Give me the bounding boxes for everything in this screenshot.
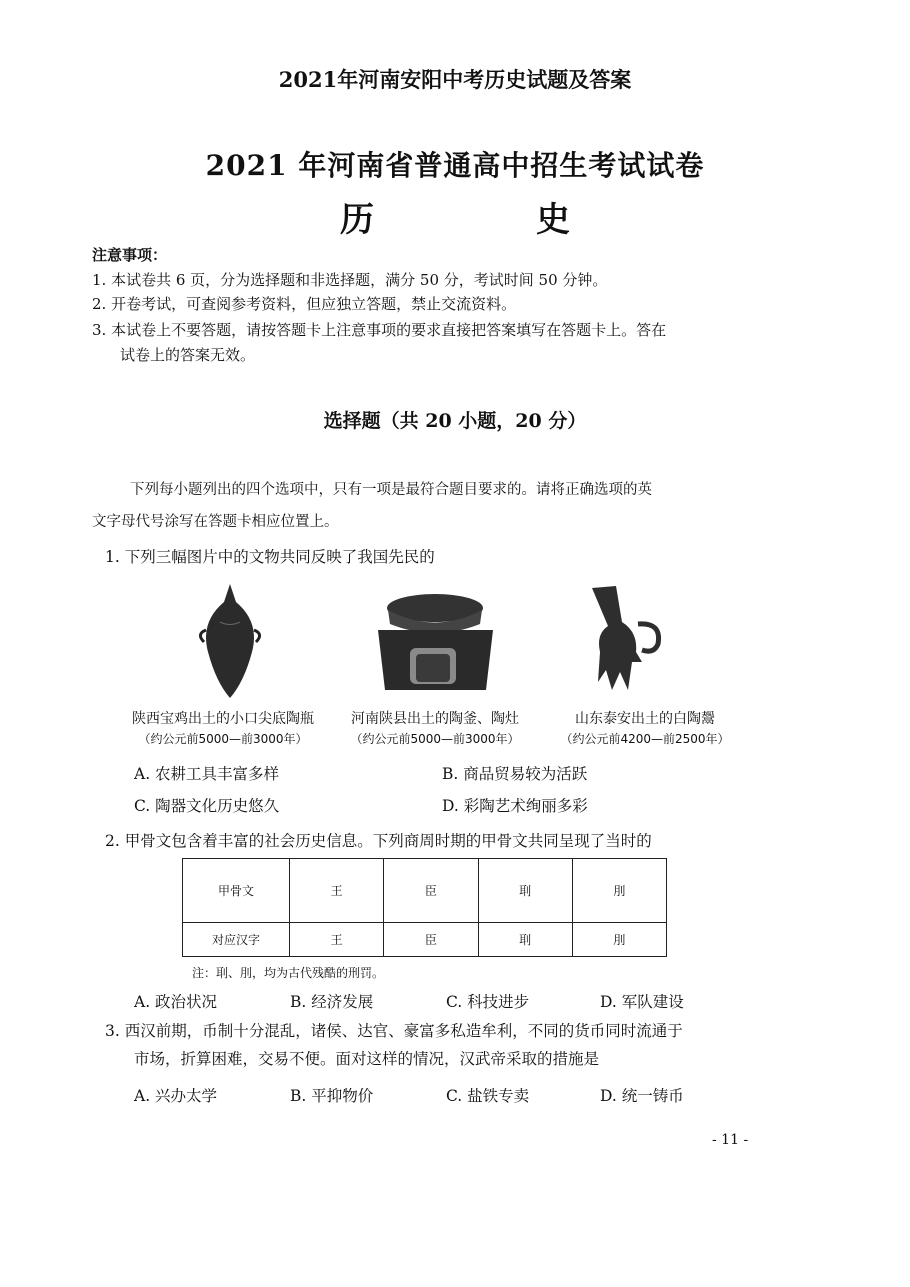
subject-char-2: 史 (536, 200, 570, 240)
modern-char-2: 臣 (384, 923, 478, 957)
notice-item-1: 1. 本试卷共 6 页，分为选择题和非选择题，满分 50 分，考试时间 50 分钟。 (92, 271, 608, 289)
modern-char-1: 王 (290, 923, 384, 957)
image-caption-3 (540, 708, 750, 747)
q1-option-b[interactable]: B. 商品贸易较为活跃 (442, 765, 588, 783)
question-3-stem-line-2: 市场，折算困难，交易不便。面对这样的情况，汉武帝采取的措施是 (134, 1050, 600, 1068)
notice-item-3-cont: 试卷上的答案无效。 (120, 346, 256, 364)
caption-3-date: （约公元前4200—前2500年） (560, 732, 730, 746)
row-label-oracle: 甲骨文 (183, 859, 290, 923)
q1-option-c[interactable]: C. 陶器文化历史悠久 (134, 797, 280, 815)
caption-1-date: （约公元前5000—前3000年） (138, 732, 308, 746)
instructions-line-2: 文字母代号涂写在答题卡相应位置上。 (92, 514, 339, 530)
caption-2-date: （约公元前5000—前3000年） (350, 732, 520, 746)
q3-option-c[interactable]: C. 盐铁专卖 (446, 1087, 530, 1105)
image-caption-2 (330, 708, 540, 747)
image-caption-1 (118, 708, 328, 747)
caption-3-title: 山东泰安出土的白陶鬶 (575, 711, 715, 727)
white-pottery-gui-icon (582, 582, 672, 694)
caption-2-title: 河南陕县出土的陶釜、陶灶 (351, 711, 519, 727)
q2-option-d[interactable]: D. 军队建设 (600, 993, 684, 1011)
notice-heading: 注意事项： (92, 246, 168, 264)
question-2-stem: 2. 甲骨文包含着丰富的社会历史信息。下列商周时期的甲骨文共同呈现了当时的 (105, 832, 652, 850)
row-label-modern: 对应汉字 (183, 923, 290, 957)
notice-item-3: 3. 本试卷上不要答题，请按答题卡上注意事项的要求直接把答案填写在答题卡上。答在 (92, 321, 667, 339)
section-title: 选择题（共 20 小题，20 分） (323, 410, 587, 432)
oracle-glyph-2: 臣 (384, 859, 478, 923)
oracle-glyph-1: 王 (290, 859, 384, 923)
oracle-glyph-row (183, 859, 667, 923)
question-3-stem-line-1: 3. 西汉前期，币制十分混乱，诸侯、达官、豪富多私造牟利，不同的货币同时流通于 (105, 1022, 683, 1040)
q1-option-d[interactable]: D. 彩陶艺术绚丽多彩 (442, 797, 588, 815)
modern-char-3: 刵 (478, 923, 572, 957)
q3-option-b[interactable]: B. 平抑物价 (290, 1087, 374, 1105)
document-title: 2021年河南安阳中考历史试题及答案 (278, 67, 632, 92)
subject-char-1: 历 (340, 200, 374, 240)
oracle-glyph-4: 刖 (572, 859, 666, 923)
pottery-stove-icon (368, 590, 503, 695)
q3-option-d[interactable]: D. 统一铸币 (600, 1087, 684, 1105)
q2-option-c[interactable]: C. 科技进步 (446, 993, 530, 1011)
oracle-bone-table (182, 858, 667, 957)
instructions-line-1: 下列每小题列出的四个选项中，只有一项是最符合题目要求的。请将正确选项的英 (130, 482, 652, 498)
q2-option-b[interactable]: B. 经济发展 (290, 993, 374, 1011)
table-note: 注：刵、刖，均为古代残酷的刑罚。 (192, 966, 385, 980)
q2-option-a[interactable]: A. 政治状况 (134, 993, 218, 1011)
q1-option-a[interactable]: A. 农耕工具丰富多样 (134, 765, 280, 783)
page-number: - 11 - (712, 1132, 749, 1148)
notice-item-2: 2. 开卷考试，可查阅参考资料，但应独立答题，禁止交流资料。 (92, 295, 517, 313)
subject-title (340, 192, 570, 241)
oracle-glyph-3: 刵 (478, 859, 572, 923)
pointed-bottom-vase-icon (190, 582, 270, 700)
modern-char-row (183, 923, 667, 957)
modern-char-4: 刖 (572, 923, 666, 957)
question-1-stem: 1. 下列三幅图片中的文物共同反映了我国先民的 (105, 548, 435, 566)
caption-1-title: 陕西宝鸡出土的小口尖底陶瓶 (132, 711, 314, 727)
exam-title: 2021 年河南省普通高中招生考试试卷 (205, 149, 705, 182)
q3-option-a[interactable]: A. 兴办太学 (134, 1087, 218, 1105)
